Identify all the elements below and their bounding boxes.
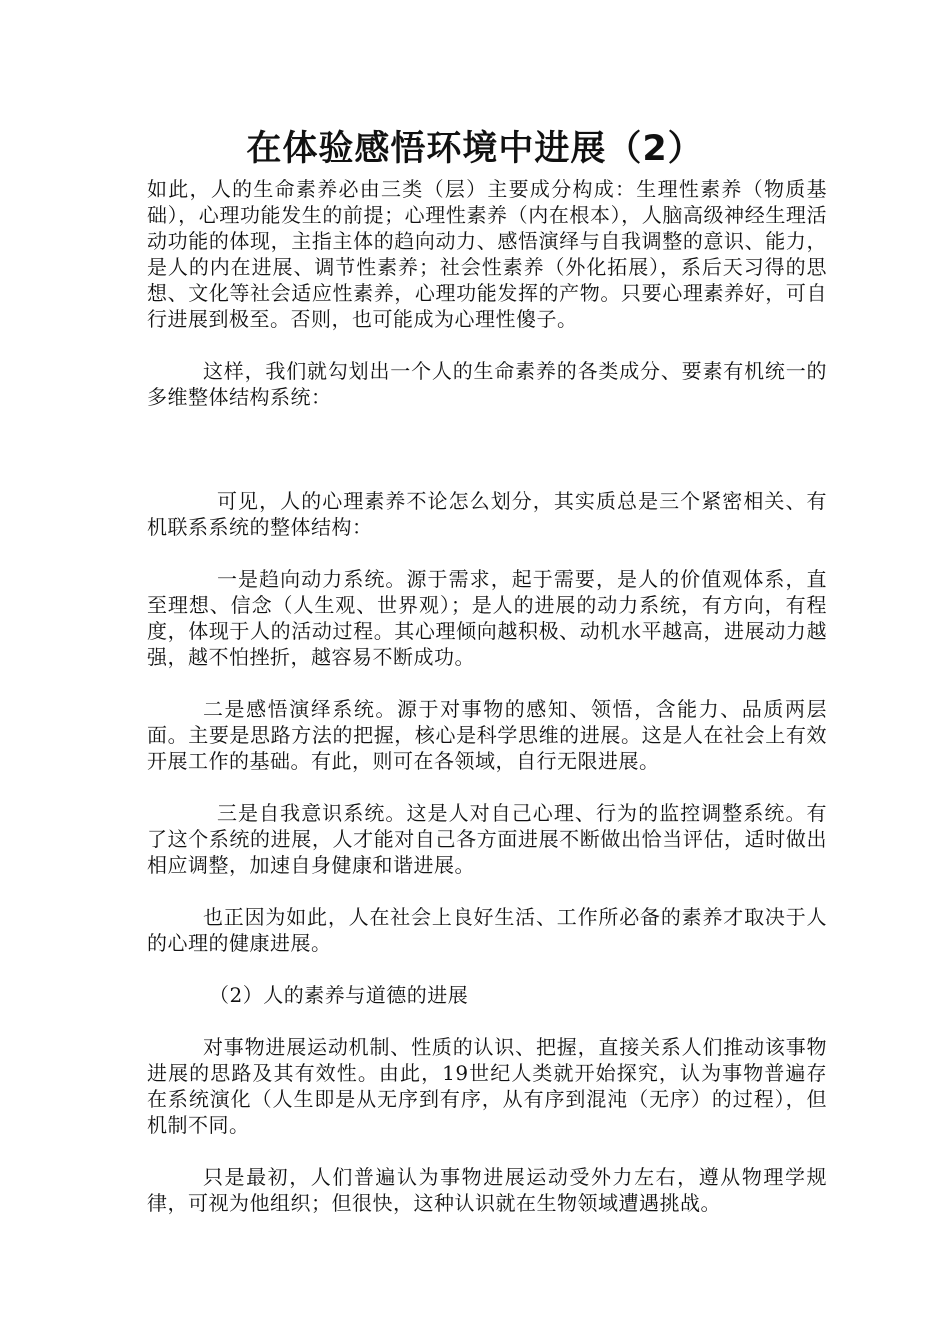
paragraph-6: 三是自我意识系统。这是人对自己心理、行为的监控调整系统。有了这个系统的进展，人才能对自己各方面进展不断做出恰当评估，适时做出相应调整，加速自身健康和谐进展。 [147, 801, 827, 877]
paragraph-8: 对事物进展运动机制、性质的认识、把握，直接关系人们推动该事物进展的思路及其有效性。由此，19世纪人类就开始探究，认为事物普遍存在系统演化（人生即是从无序到有序，从有序到混沌（无序）的过程），但机制不同。 [147, 1035, 827, 1137]
paragraph-2: 这样，我们就勾划出一个人的生命素养的各类成分、要素有机统一的多维整体结构系统： [147, 359, 827, 409]
document-body [147, 172, 827, 1216]
paragraph-9: 只是最初，人们普遍认为事物进展运动受外力左右，遵从物理学规律，可视为他组织；但很快，这种认识就在生物领域遭遇挑战。 [147, 1165, 827, 1215]
paragraph-3: 可见，人的心理素养不论怎么划分，其实质总是三个紧密相关、有机联系系统的整体结构： [147, 489, 827, 539]
paragraph-5: 二是感悟演绎系统。源于对事物的感知、领悟，含能力、品质两层面。主要是思路方法的把握，核心是科学思维的进展。这是人在社会上有效开展工作的基础。有此，则可在各领域，自行无限进展。 [147, 697, 827, 773]
document-title: 在体验感悟环境中进展（2） [246, 129, 704, 169]
paragraph-7: 也正因为如此，人在社会上良好生活、工作所必备的素养才取决于人的心理的健康进展。 [147, 905, 827, 955]
paragraph-4: 一是趋向动力系统。源于需求，起于需要，是人的价值观体系，直至理想、信念（人生观、世界观）；是人的进展的动力系统，有方向，有程度，体现于人的活动过程。其心理倾向越积极、动机水平越高，进展动力越强，越不怕挫折，越容易不断成功。 [147, 567, 827, 669]
paragraph-1: 如此，人的生命素养必由三类（层）主要成分构成：生理性素养（物质基础），心理功能发生的前提；心理性素养（内在根本），人脑高级神经生理活动功能的体现，主指主体的趋向动力、感悟演绎与自我调整的意识、能力，是人的内在进展、调节性素养；社会性素养（外化拓展），系后天习得的思想、文化等社会适应性素养，心理功能发挥的产物。只要心理素养好，可自行进展到极至。否则，也可能成为心理性傻子。 [147, 177, 827, 331]
section-heading: （2）人的素养与道德的进展 [209, 983, 469, 1007]
